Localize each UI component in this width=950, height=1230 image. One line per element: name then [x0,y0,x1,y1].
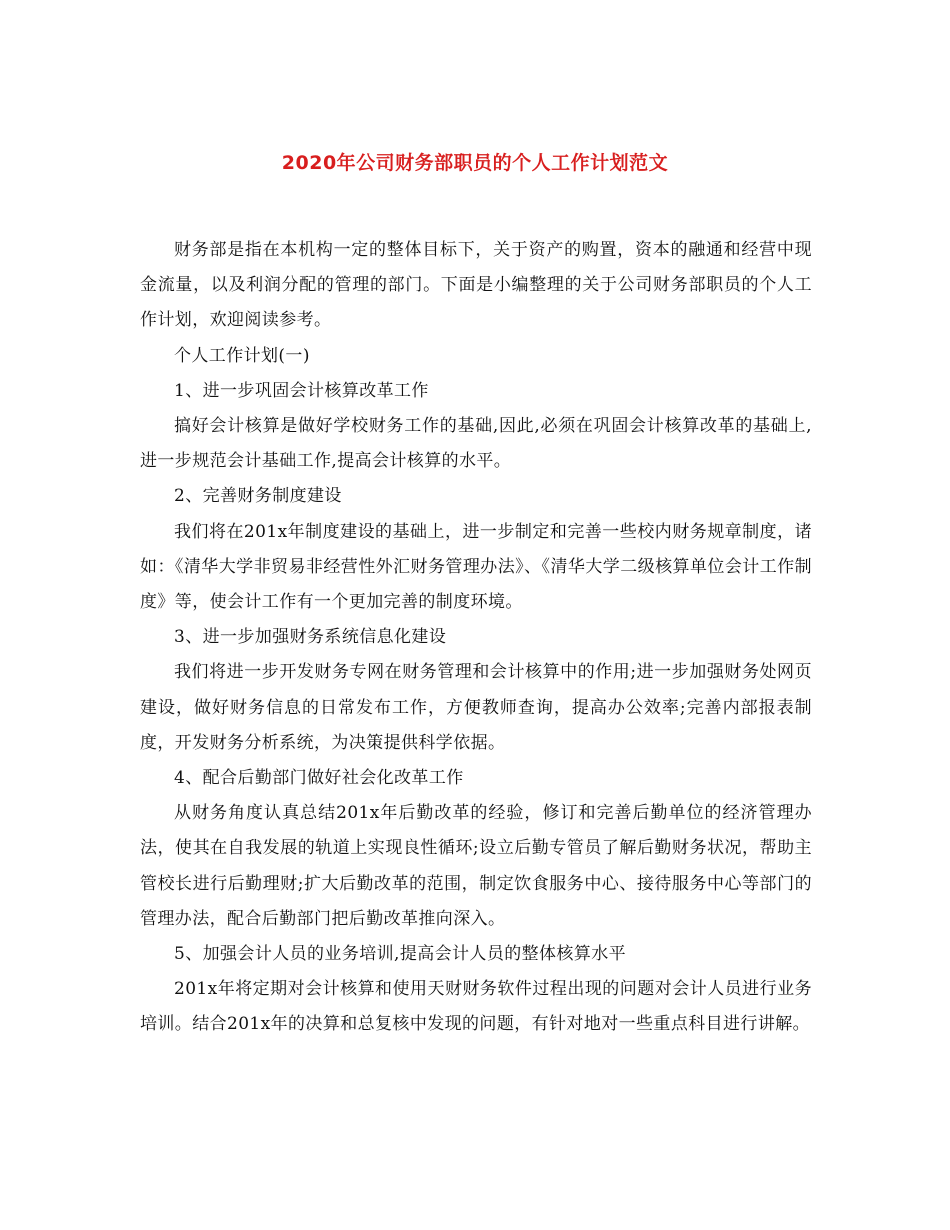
document-body [140,233,812,1043]
document-title: 2020年公司财务部职员的个人工作计划范文 [281,152,669,174]
item-heading-3: 3、进一步加强财务系统信息化建设 [174,627,447,648]
item-paragraph-5: 201x年将定期对会计核算和使用天财财务软件过程出现的问题对会计人员进行业务培训。结合201x年的决算和总复核中发现的问题，有针对地对一些重点科目进行讲解。 [140,979,812,1035]
item-paragraph-2: 我们将在201x年制度建设的基础上，进一步制定和完善一些校内财务规章制度，诸如：《清华大学非贸易非经营性外汇财务管理办法》、《清华大学二级核算单位会计工作制度》等，使会计工作有一个更加完善的制度环境。 [140,521,812,613]
section-heading-plan-one: 个人工作计划(一) [174,345,310,366]
item-heading-5: 5、加强会计人员的业务培训,提高会计人员的整体核算水平 [174,944,627,965]
item-heading-1: 1、进一步巩固会计核算改革工作 [174,380,429,401]
item-paragraph-1: 搞好会计核算是做好学校财务工作的基础,因此,必须在巩固会计核算改革的基础上,进一步规范会计基础工作,提高会计核算的水平。 [140,416,812,472]
intro-paragraph: 财务部是指在本机构一定的整体目标下，关于资产的购置，资本的融通和经营中现金流量，以及利润分配的管理的部门。下面是小编整理的关于公司财务部职员的个人工作计划，欢迎阅读参考。 [140,240,812,331]
item-heading-2: 2、完善财务制度建设 [174,486,342,507]
item-heading-4: 4、配合后勤部门做好社会化改革工作 [174,768,464,789]
item-paragraph-3: 我们将进一步开发财务专网在财务管理和会计核算中的作用;进一步加强财务处网页建设，做好财务信息的日常发布工作，方便教师查询，提高办公效率;完善内部报表制度，开发财务分析系统，为决策提供科学依据。 [140,662,812,753]
item-paragraph-4: 从财务角度认真总结201x年后勤改革的经验，修订和完善后勤单位的经济管理办法，使其在自我发展的轨道上实现良性循环;设立后勤专管员了解后勤财务状况，帮助主管校长进行后勤理财;扩大后勤改革的范围，制定饮食服务中心、接待服务中心等部门的管理办法，配合后勤部门把后勤改革推向深入。 [140,803,812,929]
